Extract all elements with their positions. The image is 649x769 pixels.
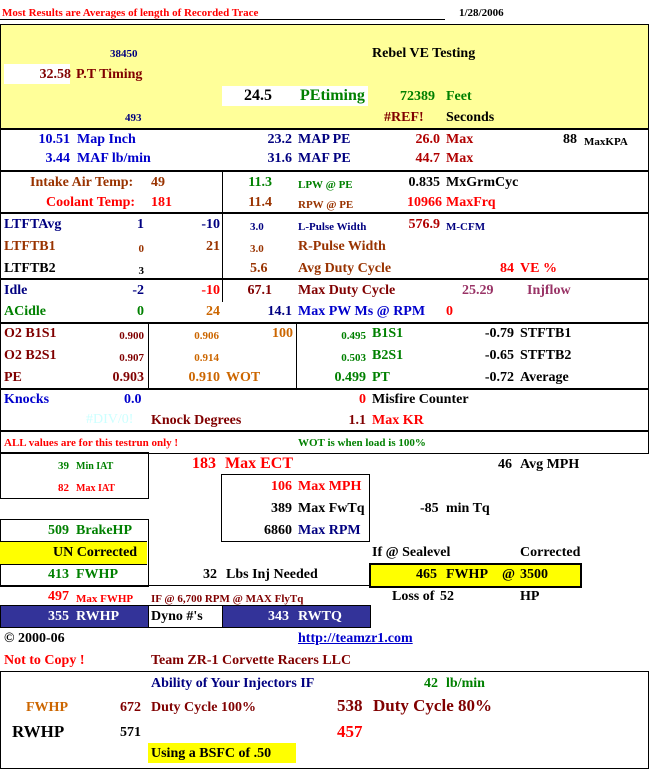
mintq-label: min Tq xyxy=(446,501,490,516)
seconds-label: Seconds xyxy=(446,110,495,125)
rwtq-label: RWTQ xyxy=(298,609,342,624)
duty80-label: Duty Cycle 80% xyxy=(373,696,492,715)
val-493: 493 xyxy=(125,112,142,124)
divider xyxy=(222,170,223,213)
o2-b1s1-v3: 100 xyxy=(272,326,293,341)
injflow-label: Injflow xyxy=(527,283,571,298)
feet-value: 72389 xyxy=(400,89,435,104)
rpulse-value: 3.0 xyxy=(250,243,264,255)
o2-b1s1-label: O2 B1S1 xyxy=(4,326,57,341)
maf-value: 3.44 xyxy=(45,151,70,166)
if6700-note: IF @ 6,700 RPM @ MAX FlyTq xyxy=(151,593,304,605)
max-map-label: Max xyxy=(446,132,474,147)
lpw-value: 11.3 xyxy=(248,175,272,190)
idle-v1: -2 xyxy=(132,283,144,298)
duty80-value: 538 xyxy=(337,696,363,715)
wot-note: WOT is when load is 100% xyxy=(298,437,426,449)
maf-pe-label: MAF PE xyxy=(298,151,351,166)
sl-fwhp-value: 465 xyxy=(416,567,437,582)
min-iat-value: 39 xyxy=(58,460,69,472)
maxpw-label: Max PW Ms @ RPM xyxy=(298,304,426,319)
ltftb2-v1: 3 xyxy=(138,265,144,277)
acidle-v2: 24 xyxy=(206,304,220,319)
lbs-value: 32 xyxy=(203,567,217,582)
divider xyxy=(222,212,223,279)
maxfrq-label: MaxFrq xyxy=(446,195,496,210)
mcfm-label: M-CFM xyxy=(446,221,486,233)
maf-pe-value: 31.6 xyxy=(267,151,292,166)
iat-label: Intake Air Temp: xyxy=(30,175,134,190)
avgduty-value: 5.6 xyxy=(250,261,268,276)
maxpw-rpm: 0 xyxy=(446,304,453,319)
max-maf-value: 44.7 xyxy=(415,151,440,166)
maxfrq-value: 10966 xyxy=(407,195,442,210)
max-fwhp-value: 497 xyxy=(48,589,69,604)
rpw-value: 11.4 xyxy=(248,195,272,210)
uncorrected-label: UN Corrected xyxy=(53,545,138,560)
avg-mph-value: 46 xyxy=(498,457,512,472)
pt-value: 0.499 xyxy=(334,370,366,385)
rwtq-value: 343 xyxy=(268,609,289,624)
ability-label: Ability of Your Injectors IF xyxy=(151,676,315,691)
injector-panel xyxy=(0,671,649,769)
maxkpa-value: 88 xyxy=(563,132,577,147)
petiming-label: PEtiming xyxy=(300,87,365,104)
ltft-avg-label: LTFTAvg xyxy=(4,217,62,232)
iat-box xyxy=(0,452,149,499)
ve-label: VE % xyxy=(520,261,557,276)
max-iat-label: Max IAT xyxy=(76,483,115,494)
rpulse-label: R-Pulse Width xyxy=(298,239,386,254)
dyno-label: Dyno #'s xyxy=(151,609,203,624)
bhp-value: 509 xyxy=(48,523,69,538)
coolant-value: 181 xyxy=(151,195,172,210)
header-note: Most Results are Averages of length of Recorded Trace xyxy=(2,7,259,19)
ltftb1-v1: 0 xyxy=(138,243,144,255)
average-label: Average xyxy=(520,370,569,385)
acidle-v1: 0 xyxy=(137,304,144,319)
loss-value: 52 xyxy=(440,589,454,604)
ltftb1-v2: 21 xyxy=(206,239,220,254)
lbs-label: Lbs Inj Needed xyxy=(226,567,318,582)
ltft-avg-v1: 1 xyxy=(137,217,144,232)
rwhp-footer-label: RWHP xyxy=(12,722,65,741)
maxrpm-label: Max RPM xyxy=(298,523,361,538)
maxduty-value: 67.1 xyxy=(247,283,272,298)
rwhp-cell xyxy=(0,605,149,628)
average-value: -0.72 xyxy=(484,370,514,385)
knocks-value: 0.0 xyxy=(124,392,142,407)
maxpw-value: 14.1 xyxy=(267,304,292,319)
rwhp80-value: 457 xyxy=(337,722,363,741)
right-b1s1-value: 0.495 xyxy=(341,330,366,342)
val-38450: 38450 xyxy=(110,48,138,60)
stftb2-label: STFTB2 xyxy=(520,348,572,363)
max-ect-value: 183 xyxy=(192,455,216,472)
injflow-value: 25.29 xyxy=(462,283,494,298)
duty100-label: Duty Cycle 100% xyxy=(151,700,256,715)
lpulse-value: 3.0 xyxy=(250,221,264,233)
maxkpa-label: MaxKPA xyxy=(584,136,628,148)
fwhp-label: FWHP xyxy=(76,567,118,582)
map-inch-value: 10.51 xyxy=(38,132,70,147)
sealevel-label: If @ Sealevel xyxy=(372,545,451,560)
mcfm-value: 576.9 xyxy=(408,217,440,232)
max-mph-label: Max MPH xyxy=(298,479,362,494)
divider xyxy=(148,322,149,388)
lpw-label: LPW @ PE xyxy=(298,179,353,191)
maxkr-label: Max KR xyxy=(372,413,424,428)
avg-mph-label: Avg MPH xyxy=(520,457,580,472)
rwhp100-value: 571 xyxy=(120,725,141,740)
divider xyxy=(0,19,445,20)
o2-b1s1-v2: 0.906 xyxy=(194,330,219,342)
pe-value: 0.903 xyxy=(112,370,144,385)
pt-label: PT xyxy=(372,370,390,385)
divider xyxy=(296,322,297,388)
stftb1-value: -0.79 xyxy=(484,326,514,341)
corrected-label: Corrected xyxy=(520,545,581,560)
rpw-label: RPW @ PE xyxy=(298,199,354,211)
div0-error: #DIV/0! xyxy=(86,412,134,427)
wot-label: WOT xyxy=(226,370,261,385)
pt-timing-label: P.T Timing xyxy=(76,67,143,82)
right-b2s1-value: 0.503 xyxy=(341,352,366,364)
rwtq-cell xyxy=(222,605,371,628)
maxkr-value: 1.1 xyxy=(348,413,366,428)
maf-label: MAF lb/min xyxy=(77,151,151,166)
o2-b2s1-v1: 0.907 xyxy=(119,352,144,364)
rwhp-label: RWHP xyxy=(76,609,120,624)
mxgrm-label: MxGrmCyc xyxy=(446,175,519,190)
bhp-label: BrakeHP xyxy=(76,523,132,538)
knock-degrees-label: Knock Degrees xyxy=(151,413,242,428)
knocks-label: Knocks xyxy=(4,392,50,407)
acidle-label: ACidle xyxy=(4,304,46,319)
duty100-value: 672 xyxy=(120,700,141,715)
feet-label: Feet xyxy=(446,89,472,104)
idle-v2: -10 xyxy=(201,283,220,298)
sl-at: @ xyxy=(502,567,516,582)
test-title: Rebel VE Testing xyxy=(372,46,476,61)
sl-fwhp-label: FWHP xyxy=(446,567,488,582)
fwhp-value: 413 xyxy=(48,567,69,582)
ltft-avg-v2: -10 xyxy=(201,217,220,232)
bsfc-note: Using a BSFC of .50 xyxy=(151,746,272,761)
all-values-note: ALL values are for this testrun only ! xyxy=(4,437,179,449)
max-ect-label: Max ECT xyxy=(225,455,293,472)
rwhp-value: 355 xyxy=(48,609,69,624)
map-inch-label: Map Inch xyxy=(77,132,136,147)
max-maf-label: Max xyxy=(446,151,474,166)
o2-b2s1-v2: 0.914 xyxy=(194,352,219,364)
loss-unit: HP xyxy=(520,589,540,604)
avgduty-label: Avg Duty Cycle xyxy=(298,261,392,276)
stftb1-label: STFTB1 xyxy=(520,326,572,341)
ref-error: #REF! xyxy=(384,110,424,125)
pe-label: PE xyxy=(4,370,22,385)
ve-value: 84 xyxy=(500,261,514,276)
misfire-label: Misfire Counter xyxy=(372,392,469,407)
max-mph-value: 106 xyxy=(271,479,292,494)
map-pe-label: MAP PE xyxy=(298,132,351,147)
mintq-value: -85 xyxy=(420,501,439,516)
max-fwhp-label: Max FWHP xyxy=(76,593,134,605)
maxrpm-value: 6860 xyxy=(264,523,292,538)
right-b1s1-label: B1S1 xyxy=(372,326,404,341)
coolant-label: Coolant Temp: xyxy=(46,195,136,210)
max-iat-value: 82 xyxy=(58,482,69,494)
iat-value: 49 xyxy=(151,175,165,190)
min-iat-label: Min IAT xyxy=(76,461,114,472)
fwtq-label: Max FwTq xyxy=(298,501,365,516)
fwtq-value: 389 xyxy=(271,501,292,516)
stftb2-value: -0.65 xyxy=(484,348,514,363)
idle-label: Idle xyxy=(4,283,28,298)
mxgrm-value: 0.835 xyxy=(408,175,440,190)
loss-label: Loss of xyxy=(392,589,435,604)
o2-b2s1-label: O2 B2S1 xyxy=(4,348,57,363)
divider xyxy=(222,278,223,302)
lbhr-label: lb/min xyxy=(446,676,485,691)
website-link[interactable]: http://teamzr1.com xyxy=(298,631,413,646)
max-map-value: 26.0 xyxy=(415,132,440,147)
maxduty-label: Max Duty Cycle xyxy=(298,283,396,298)
copyright: © 2000-06 xyxy=(4,631,65,646)
not-to-copy: Not to Copy ! xyxy=(4,653,85,668)
right-b2s1-label: B2S1 xyxy=(372,348,404,363)
ltftb2-label: LTFTB2 xyxy=(4,261,56,276)
company-name: Team ZR-1 Corvette Racers LLC xyxy=(151,653,352,668)
misfire-value: 0 xyxy=(359,392,366,407)
lbhr-value: 42 xyxy=(424,676,438,691)
lpulse-label: L-Pulse Width xyxy=(298,221,367,233)
map-pe-value: 23.2 xyxy=(267,132,292,147)
wot-value: 0.910 xyxy=(188,370,220,385)
petiming-value: 24.5 xyxy=(244,87,272,104)
header-date: 1/28/2006 xyxy=(459,7,504,19)
pt-timing-value: 32.58 xyxy=(39,67,71,82)
o2-b1s1-v1: 0.900 xyxy=(119,330,144,342)
fwhp-footer-label: FWHP xyxy=(26,700,68,715)
sl-rpm: 3500 xyxy=(520,567,548,582)
ltftb1-label: LTFTB1 xyxy=(4,239,56,254)
divider xyxy=(0,585,370,586)
